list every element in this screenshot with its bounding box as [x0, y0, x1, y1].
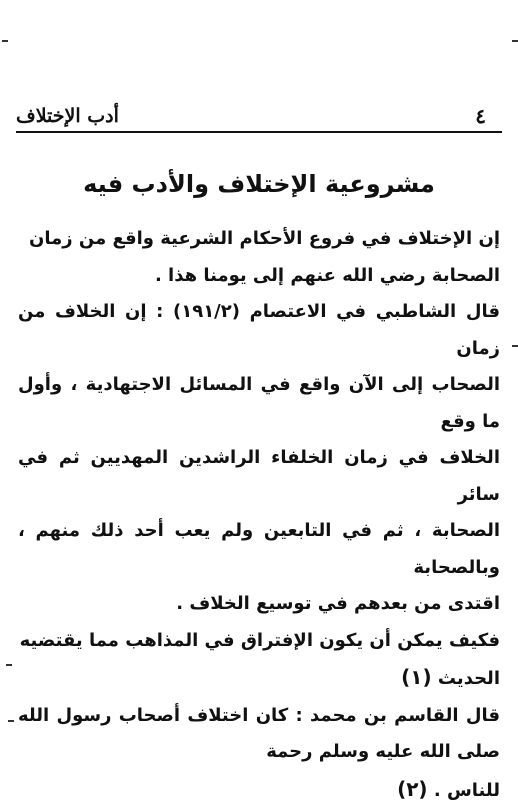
text-line: للناس . [434, 780, 500, 801]
text-line: الخلاف في زمان الخلفاء الراشدين المهديين ثم في سائر [18, 447, 500, 505]
header-rule [16, 131, 502, 133]
scan-mark [2, 40, 8, 42]
footnote-marker: (١) [401, 659, 432, 696]
text-line: الصحابة رضي الله عنهم إلى يومنا هذا . [155, 265, 500, 286]
scan-mark [6, 664, 12, 666]
text-line: الصحابة ، ثم في التابعين ولم يعب أحد ذلك منهم ، وبالصحابة [18, 520, 500, 578]
footnote-marker: (٢) [397, 771, 428, 808]
scan-mark [512, 40, 518, 42]
body-text [18, 221, 500, 809]
paragraph-4 [18, 698, 500, 809]
text-line: اقتدى من بعدهم في توسيع الخلاف . [176, 593, 500, 614]
page-header [16, 103, 500, 129]
page-number: ٤ [475, 103, 486, 129]
text-line: إن الإختلاف في فروع الأحكام الشرعية واقع من زمان [29, 228, 500, 249]
paragraph-2 [18, 294, 500, 623]
text-line: الحديث [438, 668, 500, 689]
text-line: فكيف يمكن أن يكون الإفتراق في المذاهب مما يقتضيه [20, 630, 500, 651]
text-line: الصحاب إلى الآن واقع في المسائل الاجتهادية ، وأول ما وقع [18, 374, 500, 432]
paragraph-3 [18, 623, 500, 698]
scan-mark [8, 720, 14, 722]
text-line: قال القاسم بن محمد : كان اختلاف أصحاب رسول الله صلى الله عليه وسلم رحمة [18, 705, 500, 763]
scan-mark [512, 345, 518, 347]
text-line: قال الشاطبي في الاعتصام (١٩١/٢) : إن الخلاف من زمان [18, 301, 500, 359]
running-title: أدب الإختلاف [16, 103, 119, 129]
chapter-title: مشروعية الإختلاف والأدب فيه [0, 168, 518, 200]
paragraph-1 [18, 221, 500, 294]
